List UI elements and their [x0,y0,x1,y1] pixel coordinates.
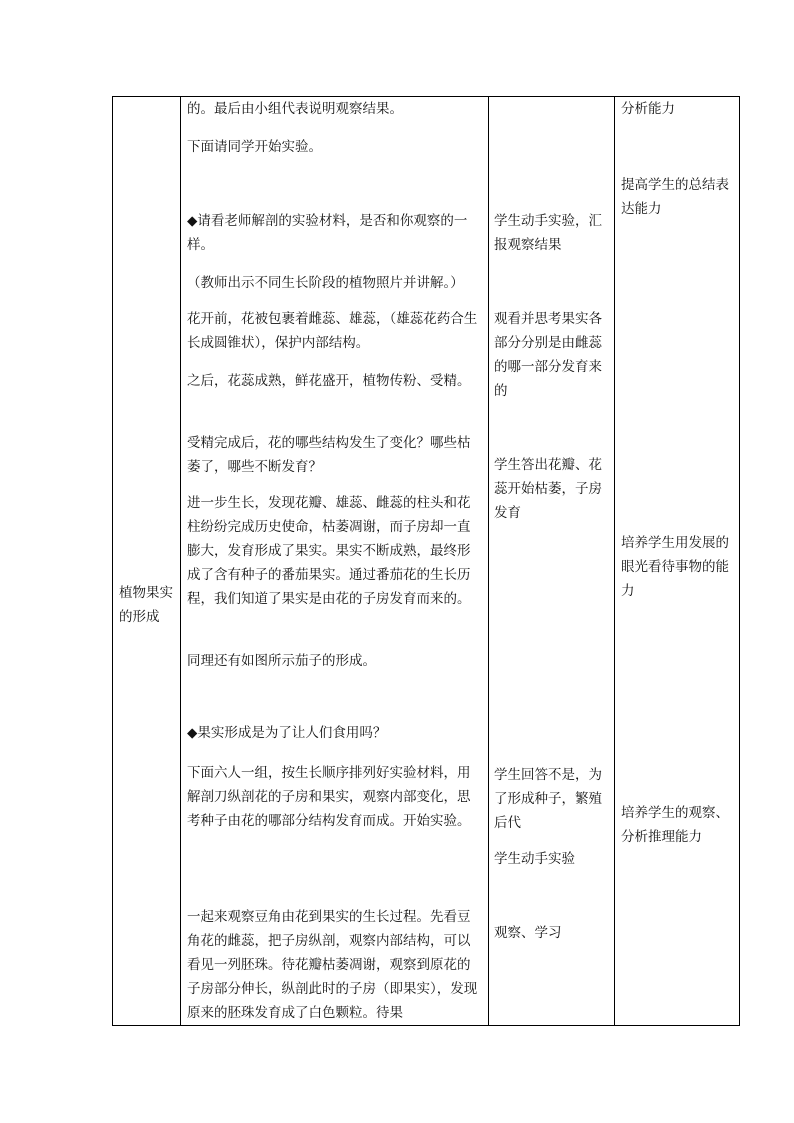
student-paragraph: 学生动手实验，汇报观察结果 [494,213,602,253]
teacher-paragraph: ◆请看老师解剖的实验材料，是否和你观察的一样。 [187,213,468,253]
intent-paragraph: 提高学生的总结表达能力 [621,177,729,217]
intent-paragraph: 培养学生的观察、分析推理能力 [621,805,729,845]
student-paragraph: 学生答出花瓣、花蕊开始枯萎，子房发育 [494,457,602,521]
teacher-paragraph: ◆果实形成是为了让人们食用吗？ [187,725,387,741]
teacher-paragraph: 下面请同学开始实验。 [187,139,322,155]
teacher-paragraph: 花开前，花被包裹着雌蕊、雄蕊，（雄蕊花药合生长成圆锥状），保护内部结构。 [187,311,478,351]
student-paragraph: 学生动手实验 [494,851,575,867]
student-paragraph: 观察、学习 [494,925,562,941]
intent-paragraph: 培养学生用发展的眼光看待事物的能力 [621,535,729,599]
teacher-paragraph: 下面六人一组，按生长顺序排列好实验材料，用解剖刀纵剖花的子房和果实，观察内部变化，思考种子由花的哪部分结构发育而成。开始实验。 [187,765,471,829]
teacher-paragraph: 的。最后由小组代表说明观察结果。 [187,101,403,117]
teacher-paragraph: （教师出示不同生长阶段的植物照片并讲解。） [187,275,464,291]
teacher-paragraph: 进一步生长，发现花瓣、雄蕊、雌蕊的柱头和花柱纷纷完成历史使命，枯萎凋谢，而子房却一直膨大，发育形成了果实。果实不断成熟，最终形成了含有种子的番茄果实。通过番茄花的生长历程，我们知道了果实是由花的子房发育而来的。 [187,495,471,607]
student-paragraph: 观看并思考果实各部分分别是由雌蕊的哪一部分发育来的 [494,311,602,399]
topic-cell [113,97,180,1025]
teacher-paragraph: 一起来观察豆角由花到果实的生长过程。先看豆角花的雌蕊，把子房纵剖，观察内部结构，可以看见一列胚珠。待花瓣枯萎凋谢，观察到原花的子房部分伸长，纵剖此时的子房（即果实），发现原来的胚珠发育成了白色颗粒。待果 [187,909,478,1021]
student-paragraph: 学生回答不是，为了形成种子，繁殖后代 [494,767,602,831]
teacher-paragraph: 受精完成后，花的哪些结构发生了变化？哪些枯萎了，哪些不断发育？ [187,435,471,475]
teacher-paragraph: 同理还有如图所示茄子的形成。 [187,653,376,669]
topic-label: 植物果实的形成 [119,585,173,625]
lesson-plan-table [112,96,740,1026]
teacher-paragraph: 之后，花蕊成熟，鲜花盛开，植物传粉、受精。 [187,373,471,389]
student-activity-cell [488,97,614,1025]
intent-paragraph: 分析能力 [621,101,675,117]
teacher-activity-cell [180,97,488,1025]
design-intent-cell [614,97,741,1025]
